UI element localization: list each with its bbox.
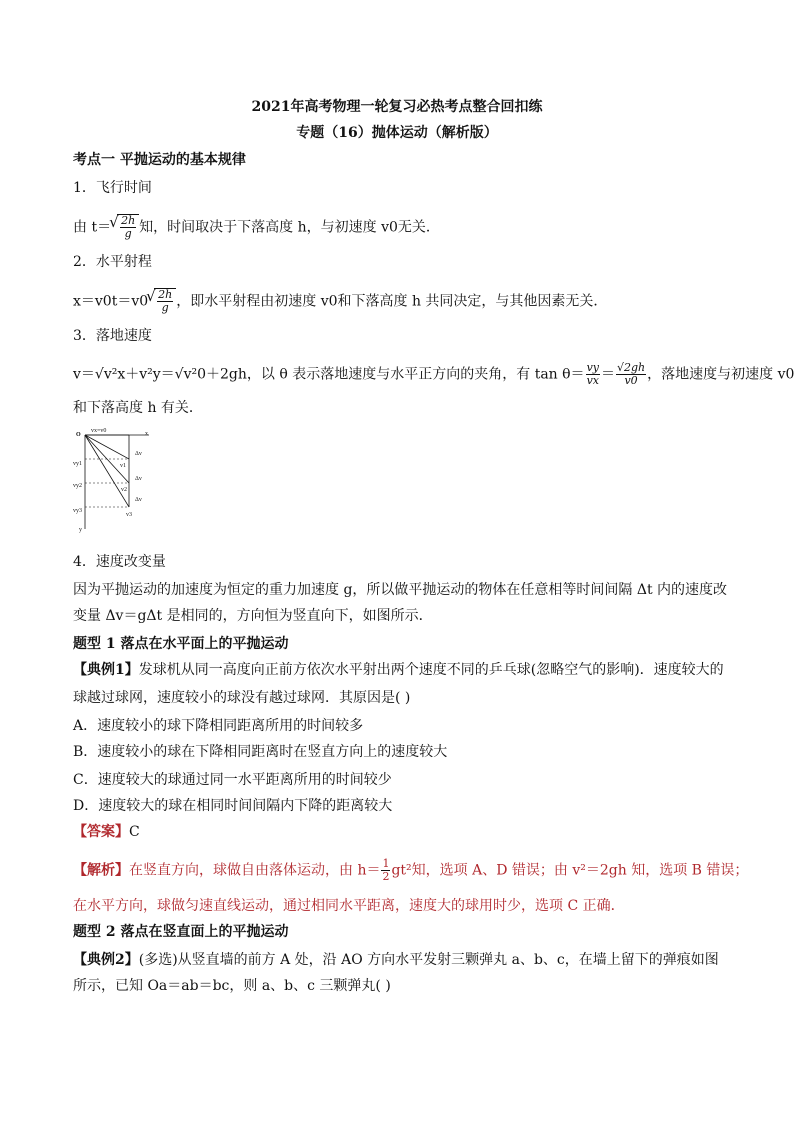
example-2-line1: 【典例2】(多选)从竖直墙的前方 A 处，沿 AO 方向水平发射三颗弹丸 a、b、c，在墙上留下的弹痕如图 bbox=[73, 952, 719, 968]
type-2-heading: 题型 2 落点在竖直面上的平抛运动 bbox=[73, 924, 289, 940]
type-1-heading: 题型 1 落点在水平面上的平抛运动 bbox=[73, 636, 289, 652]
section-heading: 考点一 平抛运动的基本规律 bbox=[73, 152, 246, 168]
item-3-text: v＝√v²x＋v²y＝√v²0＋2gh，以 θ 表示落地速度与水平正方向的夹角，有 tan θ＝ $\frac{vy}{vx}$ ＝ $\frac{√2gh}{v0}$ ，落地速度与初速度 v0 bbox=[73, 361, 794, 387]
diagram-vy1-label: vy1 bbox=[73, 461, 82, 467]
diagram-v1-vector bbox=[85, 435, 129, 459]
diagram-v1-label: v1 bbox=[120, 463, 126, 469]
item-2-text: x＝v0t＝v0 √ $\frac{2h}{g}$ ，即水平射程由初速度 v0和下落高度 h 共同决定，与其他因素无关． bbox=[73, 288, 607, 314]
document-title: 2021年高考物理一轮复习必热考点整合回扣练 bbox=[251, 99, 543, 115]
answer-line: 【答案】C bbox=[73, 824, 140, 840]
diagram-dv-label-3: Δv bbox=[135, 497, 142, 503]
diagram-v3-vector bbox=[85, 435, 129, 507]
item-1-text: 由 t＝ √ $\frac{2h}{g}$ 知，时间取决于下落高度 h，与初速度 v0无关． bbox=[73, 214, 440, 240]
item-4-text-line2: 变量 Δv＝gΔt 是相同的，方向恒为竖直向下，如图所示． bbox=[73, 608, 433, 624]
item-4-heading: 4．速度改变量 bbox=[73, 554, 166, 570]
item-4-text-line1: 因为平抛运动的加速度为恒定的重力加速度 g，所以做平抛运动的物体在任意相等时间间隔 Δt 内的速度改 bbox=[73, 582, 728, 598]
example-2-line2: 所示，已知 Oa＝ab＝bc，则 a、b、c 三颗弹丸( ) bbox=[73, 978, 391, 994]
diagram-v3-label: v3 bbox=[126, 512, 132, 518]
analysis-line2: 在水平方向，球做匀速直线运动，通过相同水平距离，速度大的球用时少，选项 C 正确． bbox=[73, 898, 625, 914]
document-subtitle: 专题（16）抛体运动（解析版） bbox=[296, 125, 498, 141]
velocity-diagram bbox=[73, 425, 157, 535]
diagram-x-label: x bbox=[145, 431, 148, 437]
diagram-vx-label: vx=v0 bbox=[91, 428, 107, 434]
option-d: D．速度较大的球在相同时间间隔内下降的距离较大 bbox=[73, 798, 393, 814]
diagram-dv-label-2: Δv bbox=[135, 476, 142, 482]
item-2-heading: 2．水平射程 bbox=[73, 254, 152, 270]
item-3-heading: 3．落地速度 bbox=[73, 328, 152, 344]
option-a: A．速度较小的球下降相同距离所用的时间较多 bbox=[73, 718, 364, 734]
option-b: B．速度较小的球在下降相同距离时在竖直方向上的速度较大 bbox=[73, 744, 448, 760]
option-c: C．速度较大的球通过同一水平距离所用的时间较少 bbox=[73, 772, 392, 788]
example-1-line2: 球越过球网，速度较小的球没有越过球网．其原因是( ) bbox=[73, 690, 411, 706]
diagram-y-label: y bbox=[79, 527, 82, 533]
diagram-dv-label-1: Δv bbox=[135, 451, 142, 457]
diagram-vy2-label: vy2 bbox=[73, 483, 82, 489]
diagram-vy3-label: vy3 bbox=[73, 508, 82, 514]
analysis-line1: 【解析】在竖直方向，球做自由落体运动，由 h＝ $\frac{1}{2}$ gt²知，选项 A、D 错误；由 v²＝2gh 知，选项 B 错误； bbox=[73, 857, 749, 883]
item-3-text-line2: 和下落高度 h 有关． bbox=[73, 400, 203, 416]
diagram-v2-label: v2 bbox=[121, 487, 127, 493]
diagram-origin-label: O bbox=[76, 432, 81, 438]
example-1-line1: 【典例1】发球机从同一高度向正前方依次水平射出两个速度不同的乒乓球(忽略空气的影响)．速度较大的 bbox=[73, 662, 724, 678]
item-1-heading: 1．飞行时间 bbox=[73, 180, 152, 196]
